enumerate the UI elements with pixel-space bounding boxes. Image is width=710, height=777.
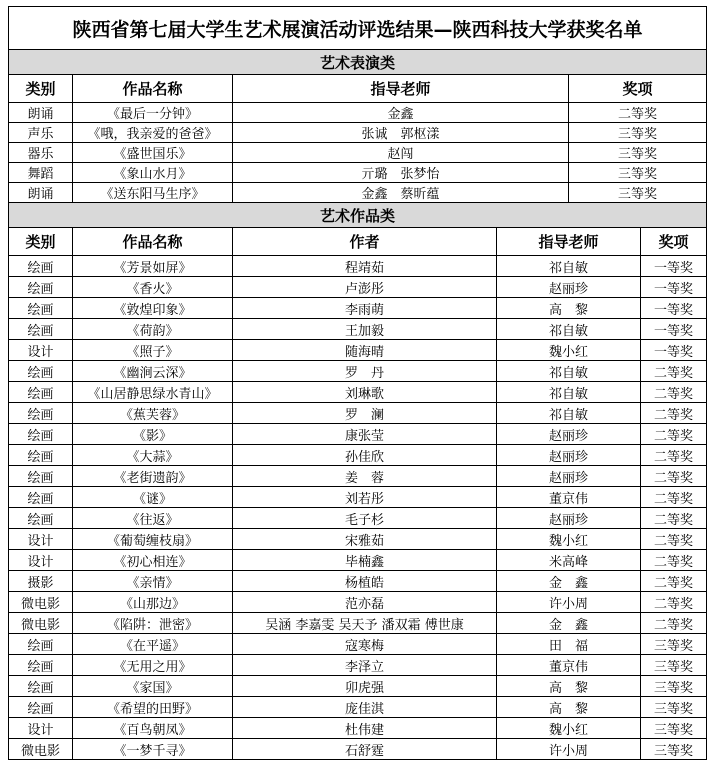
cell-teacher: 魏小红 [497,529,641,550]
cell-work: 《敦煌印象》 [73,298,233,319]
cell-category: 绘画 [9,487,73,508]
table-row [9,277,707,298]
table-row [9,424,707,445]
page-title: 陕西省第七届大学生艺术展演活动评选结果—陕西科技大学获奖名单 [9,7,707,50]
performance-table [8,6,707,203]
cell-work: 《最后一分钟》 [73,103,233,123]
cell-work: 《山那边》 [73,592,233,613]
cell-award: 一等奖 [641,340,707,361]
cell-category: 绘画 [9,298,73,319]
cell-work: 《大蒜》 [73,445,233,466]
cell-teacher: 祁自敏 [497,403,641,424]
cell-award: 三等奖 [569,163,707,183]
cell-work: 《家国》 [73,676,233,697]
cell-author: 宋雅茹 [233,529,497,550]
header-teacher: 指导老师 [497,228,641,256]
cell-category: 器乐 [9,143,73,163]
cell-category: 绘画 [9,382,73,403]
cell-teacher: 祁自敏 [497,382,641,403]
cell-author: 姜 蓉 [233,466,497,487]
cell-award: 一等奖 [641,319,707,340]
cell-work: 《象山水月》 [73,163,233,183]
cell-category: 微电影 [9,739,73,760]
cell-work: 《香火》 [73,277,233,298]
cell-category: 绘画 [9,634,73,655]
cell-teacher: 金 鑫 [497,571,641,592]
cell-teacher: 张诚 郭枢漾 [233,123,569,143]
cell-work: 《无用之用》 [73,655,233,676]
cell-award: 二等奖 [641,571,707,592]
cell-author: 卯虎强 [233,676,497,697]
cell-work: 《老街遗韵》 [73,466,233,487]
cell-author: 李泽立 [233,655,497,676]
cell-award: 二等奖 [641,529,707,550]
table-row [9,634,707,655]
table-row [9,340,707,361]
cell-award: 三等奖 [641,655,707,676]
cell-award: 一等奖 [641,277,707,298]
table-row [9,613,707,634]
cell-author: 刘若彤 [233,487,497,508]
table-row [9,592,707,613]
cell-teacher: 金鑫 蔡昕蕴 [233,183,569,203]
cell-category: 绘画 [9,403,73,424]
cell-award: 三等奖 [641,634,707,655]
cell-category: 设计 [9,550,73,571]
cell-work: 《荷韵》 [73,319,233,340]
cell-award: 二等奖 [641,466,707,487]
cell-work: 《葡萄缠枝扇》 [73,529,233,550]
table-row [9,718,707,739]
cell-award: 三等奖 [641,676,707,697]
cell-work: 《芳景如屏》 [73,256,233,277]
cell-author: 寇寒梅 [233,634,497,655]
cell-teacher: 赵丽珍 [497,445,641,466]
cell-work: 《照子》 [73,340,233,361]
cell-award: 二等奖 [569,103,707,123]
table-row [9,298,707,319]
cell-work: 《希望的田野》 [73,697,233,718]
cell-author: 杨植皓 [233,571,497,592]
cell-award: 三等奖 [641,697,707,718]
header-category: 类别 [9,228,73,256]
cell-work: 《陷阱：泄密》 [73,613,233,634]
cell-teacher: 魏小红 [497,340,641,361]
cell-work: 《盛世国乐》 [73,143,233,163]
table-row [9,123,707,143]
cell-author: 毛子杉 [233,508,497,529]
cell-category: 绘画 [9,277,73,298]
cell-teacher: 高 黎 [497,298,641,319]
cell-author: 刘琳歌 [233,382,497,403]
header-award: 奖项 [641,228,707,256]
table-row [9,256,707,277]
cell-category: 绘画 [9,508,73,529]
cell-teacher: 祁自敏 [497,319,641,340]
cell-category: 绘画 [9,256,73,277]
cell-category: 设计 [9,718,73,739]
cell-author: 程靖茹 [233,256,497,277]
header-work: 作品名称 [73,75,233,103]
cell-award: 二等奖 [641,424,707,445]
header-work: 作品名称 [73,228,233,256]
cell-author: 李雨萌 [233,298,497,319]
cell-work: 《百鸟朝凤》 [73,718,233,739]
cell-author: 毕楠鑫 [233,550,497,571]
cell-award: 二等奖 [641,487,707,508]
table-row [9,163,707,183]
cell-author: 王加毅 [233,319,497,340]
cell-award: 二等奖 [641,445,707,466]
cell-category: 设计 [9,529,73,550]
cell-category: 摄影 [9,571,73,592]
table-row [9,103,707,123]
cell-category: 绘画 [9,445,73,466]
table-row [9,550,707,571]
cell-award: 三等奖 [569,123,707,143]
cell-category: 舞蹈 [9,163,73,183]
cell-author: 孙佳欣 [233,445,497,466]
table-row [9,361,707,382]
cell-award: 二等奖 [641,508,707,529]
cell-award: 二等奖 [641,592,707,613]
cell-teacher: 赵丽珍 [497,508,641,529]
cell-category: 绘画 [9,424,73,445]
cell-teacher: 魏小红 [497,718,641,739]
cell-author: 随海晴 [233,340,497,361]
cell-category: 声乐 [9,123,73,143]
table-row [9,508,707,529]
cell-author: 庞佳淇 [233,697,497,718]
table-row [9,697,707,718]
cell-category: 微电影 [9,613,73,634]
cell-award: 二等奖 [641,613,707,634]
cell-award: 三等奖 [569,183,707,203]
cell-category: 朗诵 [9,183,73,203]
header-teacher: 指导老师 [233,75,569,103]
cell-author: 石舒霆 [233,739,497,760]
cell-author: 杜伟建 [233,718,497,739]
cell-work: 《初心相连》 [73,550,233,571]
cell-work: 《谜》 [73,487,233,508]
cell-work: 《幽涧云深》 [73,361,233,382]
cell-teacher: 赵丽珍 [497,466,641,487]
cell-award: 二等奖 [641,382,707,403]
cell-award: 三等奖 [569,143,707,163]
table-row [9,403,707,424]
table-row [9,571,707,592]
cell-teacher: 赵丽珍 [497,277,641,298]
table-row [9,319,707,340]
cell-award: 一等奖 [641,298,707,319]
cell-award: 三等奖 [641,718,707,739]
table-row [9,466,707,487]
cell-work: 《山居静思绿水青山》 [73,382,233,403]
cell-category: 绘画 [9,655,73,676]
cell-award: 一等奖 [641,256,707,277]
table-row [9,739,707,760]
cell-teacher: 赵丽珍 [497,424,641,445]
cell-author: 吴涵 李嘉雯 吴天予 潘双霜 傅世康 [233,613,497,634]
header-category: 类别 [9,75,73,103]
cell-teacher: 田 福 [497,634,641,655]
header-award: 奖项 [569,75,707,103]
cell-award: 二等奖 [641,403,707,424]
table-row [9,143,707,163]
section-title-performance: 艺术表演类 [9,50,707,75]
cell-teacher: 亓璐 张梦怡 [233,163,569,183]
cell-category: 设计 [9,340,73,361]
cell-category: 绘画 [9,676,73,697]
cell-award: 二等奖 [641,361,707,382]
cell-work: 《在平遥》 [73,634,233,655]
cell-work: 《亲情》 [73,571,233,592]
cell-author: 范亦磊 [233,592,497,613]
cell-teacher: 高 黎 [497,676,641,697]
table-row [9,382,707,403]
cell-category: 朗诵 [9,103,73,123]
header-author: 作者 [233,228,497,256]
cell-category: 绘画 [9,466,73,487]
table-row [9,529,707,550]
works-table [8,202,707,760]
cell-teacher: 祁自敏 [497,256,641,277]
cell-award: 三等奖 [641,739,707,760]
cell-work: 《送东阳马生序》 [73,183,233,203]
cell-category: 绘画 [9,697,73,718]
cell-award: 二等奖 [641,550,707,571]
cell-author: 卢澎彤 [233,277,497,298]
cell-work: 《往返》 [73,508,233,529]
cell-teacher: 许小周 [497,592,641,613]
cell-teacher: 金鑫 [233,103,569,123]
cell-work: 《蕉芙蓉》 [73,403,233,424]
table-row [9,445,707,466]
cell-category: 微电影 [9,592,73,613]
cell-teacher: 金 鑫 [497,613,641,634]
table-row [9,676,707,697]
cell-author: 罗 丹 [233,361,497,382]
cell-category: 绘画 [9,319,73,340]
cell-work: 《影》 [73,424,233,445]
cell-author: 罗 澜 [233,403,497,424]
table-row [9,183,707,203]
award-sheet [8,6,706,760]
table-row [9,487,707,508]
cell-category: 绘画 [9,361,73,382]
cell-teacher: 赵闯 [233,143,569,163]
cell-work: 《哦，我亲爱的爸爸》 [73,123,233,143]
cell-author: 康张莹 [233,424,497,445]
cell-work: 《一梦千寻》 [73,739,233,760]
cell-teacher: 许小周 [497,739,641,760]
cell-teacher: 米高峰 [497,550,641,571]
cell-teacher: 高 黎 [497,697,641,718]
cell-teacher: 董京伟 [497,655,641,676]
cell-teacher: 祁自敏 [497,361,641,382]
cell-teacher: 董京伟 [497,487,641,508]
section-title-works: 艺术作品类 [9,203,707,228]
table-row [9,655,707,676]
